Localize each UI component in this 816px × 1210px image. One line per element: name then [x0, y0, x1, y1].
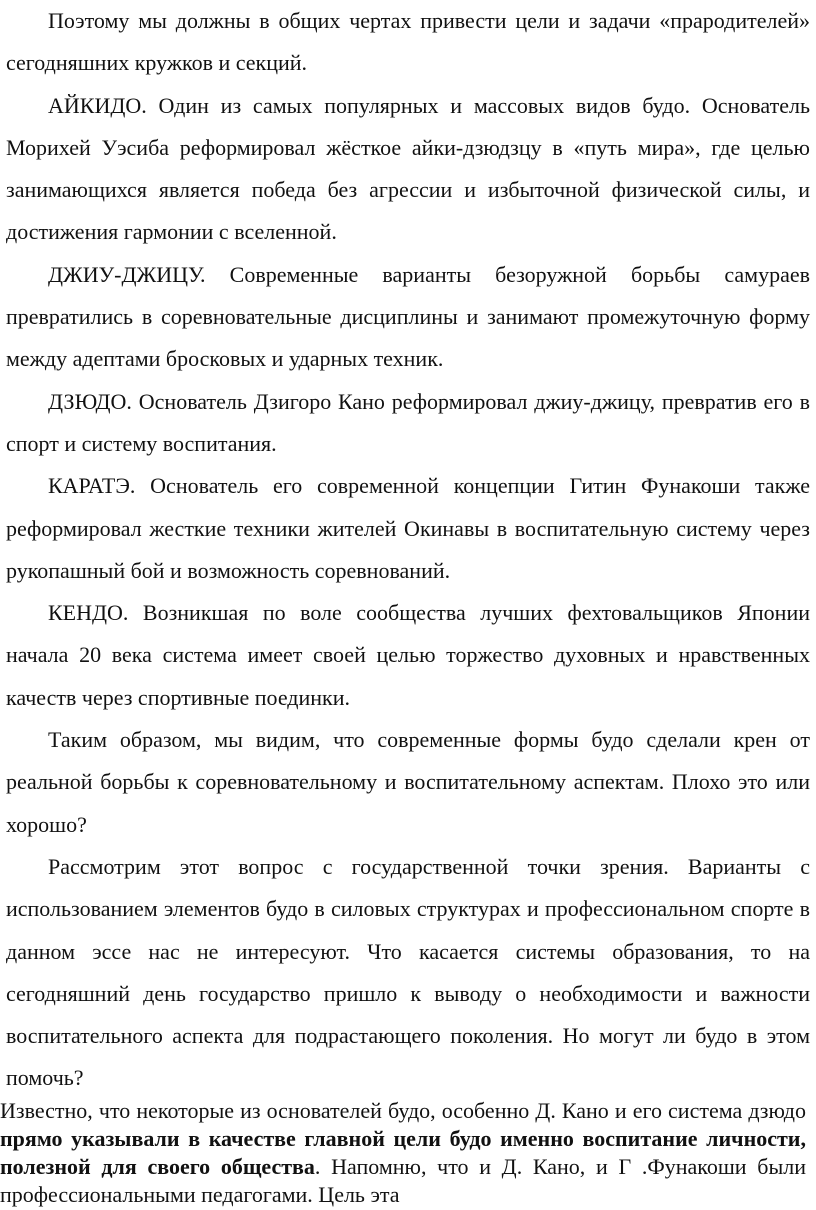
paragraph-intro — [6, 0, 810, 85]
paragraph-aikido — [6, 85, 810, 254]
closing-text-end: . Напомню, что и Д. Кано, и Г .Фунакоши были профессиональными педагогами. Цель эта — [0, 1154, 806, 1207]
closing-section — [0, 1097, 806, 1209]
paragraph-text: Поэтому мы должны в общих чертах привести цели и задачи «прародителей» сегодняшних кружков и секций. — [6, 8, 810, 76]
paragraph-lead: АЙКИДО. — [48, 92, 147, 118]
paragraph-state-view — [6, 846, 810, 1100]
paragraph-text: Основатель его современной концепции Гитин Фунакоши также реформировал жесткие техники жителей Окинавы в воспитательную систему через рукопашный бой и возможность соревнований. — [6, 473, 810, 583]
paragraph-judo — [6, 381, 810, 466]
paragraph-lead: КАРАТЭ. — [48, 473, 136, 499]
paragraph-text: Таким образом, мы видим, что современные формы будо сделали крен от реальной борьбы к соревновательному и воспитательному аспектам. Плохо это или хорошо? — [6, 727, 810, 837]
paragraph-text: Современные варианты безоружной борьбы самураев превратились в соревновательные дисциплины и занимают промежуточную форму между адептами бросковых и ударных техник. — [6, 261, 810, 372]
paragraph-karate — [6, 465, 810, 592]
paragraph-text: Основатель Дзигоро Кано реформировал джиу-джицу, превратив его в спорт и систему воспитания. — [6, 388, 810, 456]
paragraph-kendo — [6, 592, 810, 719]
paragraph-closing — [0, 1097, 806, 1209]
paragraph-text: Рассмотрим этот вопрос с государственной точки зрения. Варианты с использованием элементов будо в силовых структурах и профессиональном спорте в данном эссе нас не интересуют. Что касается системы образования, то на сегодняшний день государство пришло к выводу о необходимости и важности воспитательного аспекта для подрастающего поколения. Но могут ли будо в этом помочь? — [6, 853, 810, 1091]
paragraph-lead: ДЗЮДО. — [48, 388, 132, 414]
essay-body — [6, 0, 810, 1100]
paragraph-text: Один из самых популярных и массовых видов будо. Основатель Морихей Уэсиба реформировал жёсткое айки-дзюдзцу в «путь мира», где целью занимающихся является победа без агрессии и избыточной физической силы, и достижения гармонии с вселенной. — [6, 92, 810, 245]
closing-emphasis: прямо указывали в качестве главной цели будо именно воспитание личности, полезной для своего общества — [0, 1126, 806, 1179]
paragraph-summary — [6, 719, 810, 846]
paragraph-lead: КЕНДО. — [48, 600, 129, 626]
paragraph-lead: ДЖИУ-ДЖИЦУ. — [48, 261, 206, 287]
paragraph-jiu-jitsu — [6, 254, 810, 381]
paragraph-text: Возникшая по воле сообщества лучших фехтовальщиков Японии начала 20 века система имеет своей целью торжество духовных и нравственных качеств через спортивные поединки. — [6, 600, 810, 710]
closing-text-start: Известно, что некоторые из основателей будо, особенно Д. Кано и его система дзюдо — [0, 1098, 806, 1123]
